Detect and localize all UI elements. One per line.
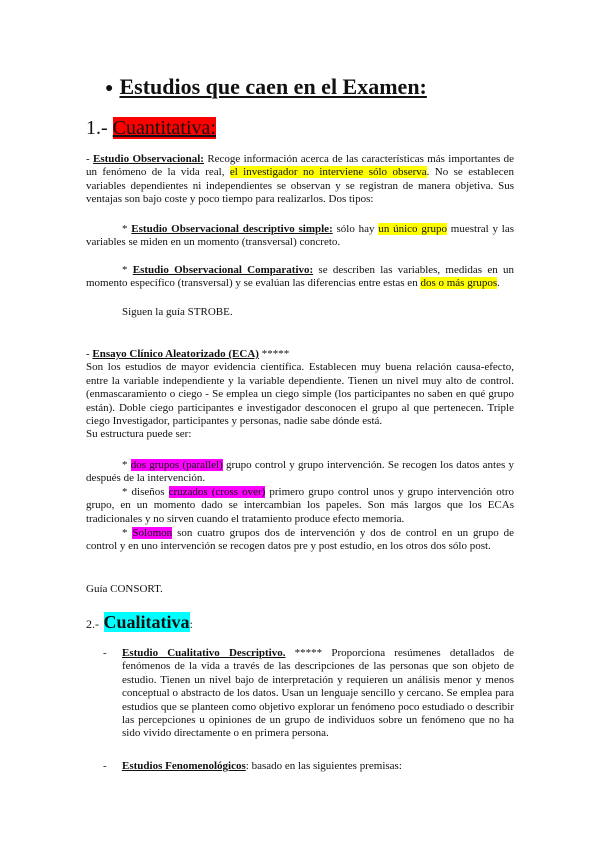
term-observacional-comparativo: Estudio Observacional Comparativo:: [132, 264, 314, 276]
paragraph-observacional-descriptivo: * Estudio Observacional descriptivo simple: sólo hay un único grupo muestral y las variables se miden en un momento (transversal) concreto.: [86, 223, 514, 249]
term-observacional: Estudio Observacional:: [93, 153, 204, 165]
eca-item-cross-over: * diseños cruzados (cross over) primero grupo control unos y grupo intervención otro grupo, en un momento dado se intercambian los papeles. Son más largos que los ECAs tradicionales y no sirven cuando el tratamiento produce efecto memoria.: [86, 486, 514, 525]
page-title: ● Estudios que caen en el Examen:: [105, 74, 427, 99]
consort-note: Guía CONSORT.: [86, 583, 163, 595]
highlight: dos o más grupos: [420, 277, 498, 290]
highlight: dos grupos (parallel): [130, 459, 223, 471]
paragraph-observacional: - Estudio Observacional: Recoge información acerca de las características más importantes de un fenómeno de la vida real, el investigador no interviene sólo observa. No se establecen variables dependientes ni independientes se observan y se registran de manera objetiva. Sus ventajas son bajo coste y poco tiempo para realizarlos. Dos tipos:: [86, 153, 514, 206]
paragraph-fenomenologicos: Estudios Fenomenológicos: basado en las siguientes premisas:: [122, 760, 402, 772]
term-observacional-descriptivo: Estudio Observacional descriptivo simple:: [131, 223, 333, 235]
section-heading-label: Cualitativa: [103, 612, 190, 632]
paragraph-observacional-comparativo: * Estudio Observacional Comparativo: se describen las variables, medidas en un momento específico (transversal) y se evalúan las diferencias entre estas en dos o más grupos.: [86, 264, 514, 290]
paragraph-eca: - Ensayo Clínico Aleatorizado (ECA) ***** Son los estudios de mayor evidencia científica. Establecen muy buena relación causa-efecto, entre la variable independiente y la variable dependiente. Tienen un nivel muy alto de control. (enmascaramiento o ciego - Se emplea un ciego simple (los participantes no saben en qué grupo están). Doble ciego participantes e investigador desconocen el grupo al que pertenecen. Triple ciego Investigador, participantes y personas, nadie sabe dónde está. Su estructura puede ser:: [86, 348, 514, 441]
eca-item-parallel: * dos grupos (parallel) grupo control y grupo intervención. Se recogen los datos antes y después de la intervención.: [86, 459, 514, 485]
paragraph-cualitativo-descriptivo: Estudio Cualitativo Descriptivo. ***** Proporciona resúmenes detallados de fenómenos de la vida a través de las descripciones de las personas que son objeto de estudio. Tienen un nivel bajo de interpretación y requieren un análisis menor y menos conceptual o abstracto de los datos. Usan un lenguaje sencillo y cercano. Se emplea para estudios que se planteen como objetivo explorar un fenómeno poco estudiado o describir las percepciones u opiniones de un grupo de individuos sobre un fenómeno que no ha sido vivido directamente o en primera persona.: [122, 647, 514, 740]
highlight: cruzados (cross over): [168, 486, 266, 498]
highlight: un único grupo: [378, 223, 448, 235]
eca-item-solomon: * Solomon son cuatro grupos dos de intervención y dos de control en un grupo de control y en uno intervención se recogen datos pre y post estudio, en los otros dos sólo post.: [86, 527, 515, 553]
section-heading-cualitativa: 2.- Cualitativa:: [86, 612, 193, 632]
list-dash: -: [103, 760, 107, 772]
term-cualitativo-descriptivo: Estudio Cualitativo Descriptivo.: [122, 647, 286, 659]
term-fenomenologicos: Estudios Fenomenológicos: [122, 760, 246, 772]
highlight: Solomon: [132, 527, 173, 539]
section-heading-label: Cuantitativa:: [112, 117, 216, 139]
bullet-icon: ●: [105, 80, 114, 96]
list-dash: -: [103, 647, 107, 659]
strobe-note: Siguen la guía STROBE.: [122, 306, 233, 318]
highlight: el investigador no interviene sólo observa: [229, 166, 427, 179]
section-heading-cuantitativa: 1.- Cuantitativa:: [86, 117, 216, 139]
term-eca: Ensayo Clínico Aleatorizado (ECA): [92, 348, 259, 360]
